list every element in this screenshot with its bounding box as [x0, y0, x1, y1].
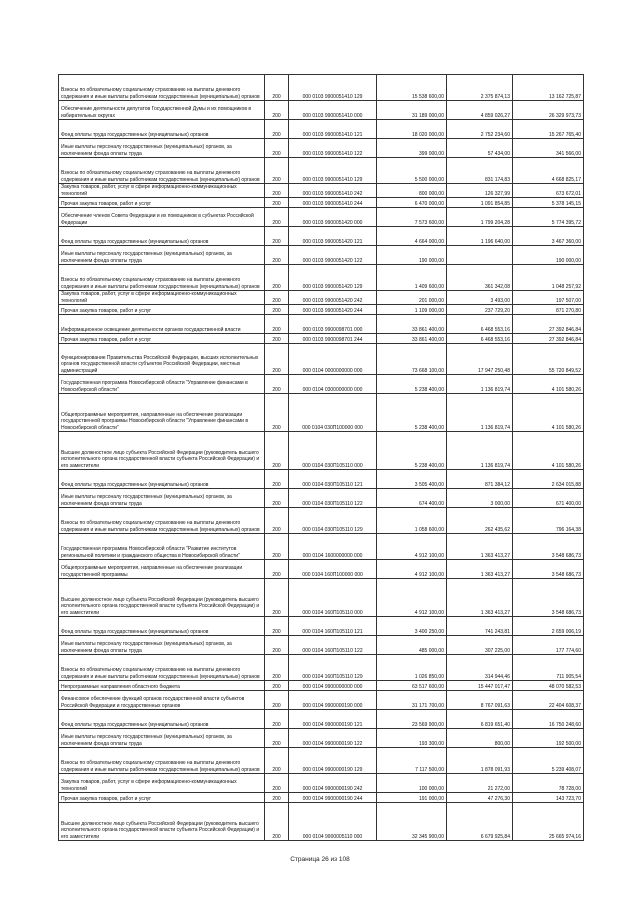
- table-row: [59, 655, 584, 681]
- row-code-cell: 000 0103 9900051420 242: [289, 291, 377, 305]
- row-name-cell: Прочая закупка товаров, работ и услуг: [59, 793, 265, 803]
- row-name-cell: Государственная программа Новосибирской области "Управление финансами в Новосибирской области": [59, 375, 265, 394]
- row-admin-cell: 200: [265, 101, 289, 120]
- row-admin-cell: 200: [265, 793, 289, 803]
- row-plan-cell: 485 000,00: [377, 636, 447, 655]
- row-remaining-cell: 190 000,00: [513, 246, 584, 265]
- row-name-cell: Прочая закупка товаров, работ и услуг: [59, 305, 265, 315]
- row-remaining-cell: 25 665 974,16: [513, 803, 584, 841]
- row-plan-cell: 1 409 600,00: [377, 265, 447, 291]
- table-row: [59, 246, 584, 265]
- row-admin-cell: 200: [265, 489, 289, 508]
- row-executed-cell: 741 243,81: [447, 617, 513, 636]
- table-row: [59, 681, 584, 691]
- row-plan-cell: 201 000,00: [377, 291, 447, 305]
- row-admin-cell: 200: [265, 120, 289, 139]
- row-remaining-cell: 22 404 608,37: [513, 691, 584, 710]
- row-code-cell: 000 0104 9900000000 000: [289, 681, 377, 691]
- row-executed-cell: 871 384,12: [447, 470, 513, 489]
- row-code-cell: 000 0103 9900051410 244: [289, 198, 377, 208]
- row-code-cell: 000 0104 160П100000 000: [289, 560, 377, 579]
- row-executed-cell: 2 375 874,13: [447, 75, 513, 101]
- row-plan-cell: 4 912 100,00: [377, 560, 447, 579]
- row-remaining-cell: 5 378 145,15: [513, 198, 584, 208]
- row-executed-cell: 307 225,00: [447, 636, 513, 655]
- row-plan-cell: 800 000,00: [377, 184, 447, 198]
- table-row: [59, 75, 584, 101]
- row-plan-cell: 32 345 900,00: [377, 803, 447, 841]
- row-plan-cell: 399 000,00: [377, 139, 447, 158]
- table-row: [59, 489, 584, 508]
- row-executed-cell: 2 752 234,60: [447, 120, 513, 139]
- table-row: [59, 774, 584, 793]
- row-admin-cell: 200: [265, 305, 289, 315]
- row-plan-cell: 31 189 000,00: [377, 101, 447, 120]
- row-remaining-cell: 871 270,80: [513, 305, 584, 315]
- table-row: [59, 208, 584, 227]
- table-row: [59, 617, 584, 636]
- row-admin-cell: 200: [265, 139, 289, 158]
- row-name-cell: Фонд оплаты труда государственных (муниципальных) органов: [59, 470, 265, 489]
- row-code-cell: 000 0103 9900051420 122: [289, 246, 377, 265]
- row-admin-cell: 200: [265, 470, 289, 489]
- table-row: [59, 729, 584, 748]
- row-name-cell: Закупка товаров, работ, услуг в сфере информационно-коммуникационных технологий: [59, 774, 265, 793]
- row-admin-cell: 200: [265, 158, 289, 184]
- row-executed-cell: 21 272,00: [447, 774, 513, 793]
- row-plan-cell: 7 573 600,00: [377, 208, 447, 227]
- row-name-cell: Иные выплаты персоналу государственных (муниципальных) органов, за исключением фонда оплаты труда: [59, 246, 265, 265]
- table-row: [59, 334, 584, 344]
- row-plan-cell: 4 912 100,00: [377, 534, 447, 560]
- row-name-cell: Закупка товаров, работ, услуг в сфере информационно-коммуникационных технологий: [59, 184, 265, 198]
- row-code-cell: 000 0104 1600000000 000: [289, 534, 377, 560]
- row-code-cell: 000 0104 160П105110 121: [289, 617, 377, 636]
- row-executed-cell: [447, 246, 513, 265]
- row-admin-cell: 200: [265, 681, 289, 691]
- row-code-cell: 000 0103 9900051420 244: [289, 305, 377, 315]
- row-plan-cell: 5 238 400,00: [377, 394, 447, 432]
- row-plan-cell: 193 300,00: [377, 729, 447, 748]
- row-executed-cell: 1 363 413,27: [447, 579, 513, 617]
- row-name-cell: Общепрограммные мероприятия, направленные на обеспечение реализации государственной программы Новосибирской области "Управление финансами в Новосибирской области": [59, 394, 265, 432]
- row-name-cell: Фонд оплаты труда государственных (муниципальных) органов: [59, 227, 265, 246]
- row-executed-cell: 1 878 091,93: [447, 748, 513, 774]
- row-name-cell: Иные выплаты персоналу государственных (муниципальных) органов, за исключением фонда оплаты труда: [59, 636, 265, 655]
- row-plan-cell: 1 026 850,00: [377, 655, 447, 681]
- row-code-cell: 000 0104 030П105110 121: [289, 470, 377, 489]
- report-page: [58, 74, 583, 841]
- row-name-cell: Взносы по обязательному социальному страхованию на выплаты денежного содержания и иные выплаты работникам государственных (муниципальных) органов: [59, 748, 265, 774]
- row-admin-cell: 200: [265, 534, 289, 560]
- row-name-cell: Функционирование Правительства Российской Федерации, высших исполнительных органов государственной власти субъектов Российской Федерации, местных администраций: [59, 344, 265, 375]
- row-remaining-cell: 4 101 580,26: [513, 375, 584, 394]
- row-code-cell: 000 0103 9900051410 129: [289, 158, 377, 184]
- table-row: [59, 793, 584, 803]
- row-admin-cell: 200: [265, 617, 289, 636]
- row-admin-cell: 200: [265, 208, 289, 227]
- row-code-cell: 000 0104 9900000190 122: [289, 729, 377, 748]
- table-row: [59, 305, 584, 315]
- row-executed-cell: 15 447 017,47: [447, 681, 513, 691]
- table-row: [59, 139, 584, 158]
- row-plan-cell: 5 500 000,00: [377, 158, 447, 184]
- row-plan-cell: 100 000,00: [377, 774, 447, 793]
- row-plan-cell: 23 569 900,00: [377, 710, 447, 729]
- row-remaining-cell: 5 239 408,07: [513, 748, 584, 774]
- row-executed-cell: 6 819 651,40: [447, 710, 513, 729]
- row-plan-cell: 190 000,00: [377, 246, 447, 265]
- row-admin-cell: 200: [265, 710, 289, 729]
- row-remaining-cell: 796 164,38: [513, 508, 584, 534]
- row-executed-cell: 1 091 854,85: [447, 198, 513, 208]
- row-remaining-cell: 341 566,00: [513, 139, 584, 158]
- row-name-cell: Иные выплаты персоналу государственных (муниципальных) органов, за исключением фонда оплаты труда: [59, 139, 265, 158]
- row-code-cell: 000 0104 9900000190 000: [289, 691, 377, 710]
- row-executed-cell: 361 342,08: [447, 265, 513, 291]
- row-code-cell: 000 0104 030П105110 122: [289, 489, 377, 508]
- row-code-cell: 000 0103 9900051410 242: [289, 184, 377, 198]
- row-plan-cell: 674 400,00: [377, 489, 447, 508]
- row-admin-cell: 200: [265, 432, 289, 470]
- row-plan-cell: 3 400 250,00: [377, 617, 447, 636]
- row-code-cell: 000 0103 9900098701 000: [289, 315, 377, 334]
- row-remaining-cell: 48 070 582,53: [513, 681, 584, 691]
- row-code-cell: 000 0103 9900051410 121: [289, 120, 377, 139]
- table-row: [59, 344, 584, 375]
- row-plan-cell: 4 664 000,00: [377, 227, 447, 246]
- row-code-cell: 000 0103 9900098701 244: [289, 334, 377, 344]
- row-admin-cell: 200: [265, 579, 289, 617]
- table-row: [59, 534, 584, 560]
- row-executed-cell: 17 947 250,48: [447, 344, 513, 375]
- row-admin-cell: 200: [265, 636, 289, 655]
- table-row: [59, 803, 584, 841]
- row-name-cell: Взносы по обязательному социальному страхованию на выплаты денежного содержания и иные выплаты работникам государственных (муниципальных) органов: [59, 655, 265, 681]
- row-plan-cell: 15 538 600,00: [377, 75, 447, 101]
- table-row: [59, 101, 584, 120]
- row-executed-cell: 314 944,46: [447, 655, 513, 681]
- row-admin-cell: 200: [265, 315, 289, 334]
- row-plan-cell: 5 238 400,00: [377, 432, 447, 470]
- row-admin-cell: 200: [265, 691, 289, 710]
- row-code-cell: 000 0104 030П100000 000: [289, 394, 377, 432]
- row-executed-cell: 57 434,00: [447, 139, 513, 158]
- row-plan-cell: 6 470 000,00: [377, 198, 447, 208]
- row-admin-cell: 200: [265, 344, 289, 375]
- row-remaining-cell: 192 500,00: [513, 729, 584, 748]
- row-name-cell: Закупка товаров, работ, услуг в сфере информационно-коммуникационных технологий: [59, 291, 265, 305]
- row-plan-cell: 1 109 000,00: [377, 305, 447, 315]
- row-name-cell: Высшее должностное лицо субъекта Российской Федерации (руководитель высшего исполнительного органа государственной власти субъекта Российской Федерации) и его заместители: [59, 803, 265, 841]
- row-executed-cell: 831 174,83: [447, 158, 513, 184]
- row-name-cell: Фонд оплаты труда государственных (муниципальных) органов: [59, 120, 265, 139]
- row-admin-cell: 200: [265, 246, 289, 265]
- table-row: [59, 636, 584, 655]
- row-executed-cell: 3 493,00: [447, 291, 513, 305]
- row-remaining-cell: 2 659 006,19: [513, 617, 584, 636]
- row-name-cell: Непрограммные направления областного бюджета: [59, 681, 265, 691]
- row-admin-cell: 200: [265, 508, 289, 534]
- row-name-cell: Обеспечение деятельности депутатов Государственной Думы и их помощников в избирательных округах: [59, 101, 265, 120]
- table-row: [59, 375, 584, 394]
- row-remaining-cell: 4 101 580,26: [513, 432, 584, 470]
- row-remaining-cell: 143 723,70: [513, 793, 584, 803]
- row-admin-cell: 200: [265, 291, 289, 305]
- table-row: [59, 315, 584, 334]
- page-number: Страница 26 из 108: [290, 856, 350, 863]
- row-executed-cell: 1 799 204,28: [447, 208, 513, 227]
- row-executed-cell: 6 679 925,84: [447, 803, 513, 841]
- row-executed-cell: 47 276,30: [447, 793, 513, 803]
- row-name-cell: Общепрограммные мероприятия, направленные на обеспечение реализации государственной программы: [59, 560, 265, 579]
- row-name-cell: Иные выплаты персоналу государственных (муниципальных) органов, за исключением фонда оплаты труда: [59, 489, 265, 508]
- row-executed-cell: 1 136 819,74: [447, 394, 513, 432]
- row-code-cell: 000 0104 160П105110 129: [289, 655, 377, 681]
- table-row: [59, 579, 584, 617]
- row-remaining-cell: 671 400,00: [513, 489, 584, 508]
- row-remaining-cell: 78 728,00: [513, 774, 584, 793]
- row-remaining-cell: 15 267 765,40: [513, 120, 584, 139]
- row-remaining-cell: 3 467 360,00: [513, 227, 584, 246]
- row-plan-cell: 18 020 000,00: [377, 120, 447, 139]
- row-executed-cell: 800,00: [447, 729, 513, 748]
- row-code-cell: 000 0103 9900051410 000: [289, 101, 377, 120]
- row-admin-cell: 200: [265, 375, 289, 394]
- row-code-cell: 000 0104 160П105110 122: [289, 636, 377, 655]
- row-plan-cell: 33 861 400,00: [377, 315, 447, 334]
- row-name-cell: Взносы по обязательному социальному страхованию на выплаты денежного содержания и иные выплаты работникам государственных (муниципальных) органов: [59, 158, 265, 184]
- row-name-cell: Прочая закупка товаров, работ и услуг: [59, 198, 265, 208]
- row-executed-cell: 237 729,20: [447, 305, 513, 315]
- row-executed-cell: 126 327,99: [447, 184, 513, 198]
- table-row: [59, 394, 584, 432]
- row-executed-cell: 1 196 640,00: [447, 227, 513, 246]
- row-remaining-cell: 55 720 849,52: [513, 344, 584, 375]
- row-admin-cell: 200: [265, 265, 289, 291]
- row-executed-cell: 1 363 413,27: [447, 534, 513, 560]
- table-row: [59, 470, 584, 489]
- row-plan-cell: 63 517 600,00: [377, 681, 447, 691]
- row-code-cell: 000 0104 9900005110 000: [289, 803, 377, 841]
- row-name-cell: Высшее должностное лицо субъекта Российской Федерации (руководитель высшего исполнительного органа государственной власти субъекта Российской Федерации) и его заместители: [59, 432, 265, 470]
- row-plan-cell: 73 668 100,00: [377, 344, 447, 375]
- row-executed-cell: 8 767 091,63: [447, 691, 513, 710]
- row-remaining-cell: 13 162 725,87: [513, 75, 584, 101]
- row-name-cell: Взносы по обязательному социальному страхованию на выплаты денежного содержания и иные выплаты работникам государственных (муниципальных) органов: [59, 75, 265, 101]
- row-plan-cell: 4 912 100,00: [377, 579, 447, 617]
- row-code-cell: 000 0103 9900051410 129: [289, 75, 377, 101]
- row-remaining-cell: 4 101 580,26: [513, 394, 584, 432]
- row-name-cell: Прочая закупка товаров, работ и услуг: [59, 334, 265, 344]
- row-plan-cell: 1 058 600,00: [377, 508, 447, 534]
- table-row: [59, 508, 584, 534]
- row-executed-cell: 1 363 413,27: [447, 560, 513, 579]
- row-code-cell: 000 0103 9900051420 000: [289, 208, 377, 227]
- row-admin-cell: 200: [265, 227, 289, 246]
- row-admin-cell: 200: [265, 748, 289, 774]
- row-code-cell: 000 0104 160П105110 000: [289, 579, 377, 617]
- row-admin-cell: 200: [265, 803, 289, 841]
- row-remaining-cell: 711 905,54: [513, 655, 584, 681]
- row-remaining-cell: 2 634 015,88: [513, 470, 584, 489]
- row-name-cell: Фонд оплаты труда государственных (муниципальных) органов: [59, 710, 265, 729]
- row-admin-cell: 200: [265, 655, 289, 681]
- row-admin-cell: 200: [265, 774, 289, 793]
- table-row: [59, 560, 584, 579]
- row-executed-cell: 262 435,62: [447, 508, 513, 534]
- row-admin-cell: 200: [265, 184, 289, 198]
- row-remaining-cell: 3 548 686,73: [513, 534, 584, 560]
- table-row: [59, 227, 584, 246]
- row-code-cell: 000 0104 0000000000 000: [289, 344, 377, 375]
- row-executed-cell: 6 468 553,16: [447, 315, 513, 334]
- row-code-cell: 000 0103 9900051420 129: [289, 265, 377, 291]
- row-remaining-cell: 4 668 825,17: [513, 158, 584, 184]
- table-row: [59, 291, 584, 305]
- row-name-cell: Государственная программа Новосибирской области "Развитие институтов региональной политики и гражданского общества в Новосибирской области": [59, 534, 265, 560]
- row-admin-cell: 200: [265, 394, 289, 432]
- row-remaining-cell: 5 774 395,72: [513, 208, 584, 227]
- row-name-cell: Иные выплаты персоналу государственных (муниципальных) органов, за исключением фонда оплаты труда: [59, 729, 265, 748]
- table-row: [59, 710, 584, 729]
- row-code-cell: 000 0104 9900000190 242: [289, 774, 377, 793]
- row-plan-cell: 31 171 700,00: [377, 691, 447, 710]
- table-row: [59, 265, 584, 291]
- row-code-cell: 000 0104 9900000190 129: [289, 748, 377, 774]
- table-row: [59, 120, 584, 139]
- row-remaining-cell: 26 329 973,73: [513, 101, 584, 120]
- row-remaining-cell: 16 750 248,60: [513, 710, 584, 729]
- row-name-cell: Обеспечение членов Совета Федерации и их помощников в субъектах Российской Федерации: [59, 208, 265, 227]
- row-name-cell: Взносы по обязательному социальному страхованию на выплаты денежного содержания и иные выплаты работникам государственных (муниципальных) органов: [59, 508, 265, 534]
- row-code-cell: 000 0104 0300000000 000: [289, 375, 377, 394]
- row-admin-cell: 200: [265, 334, 289, 344]
- row-remaining-cell: 27 392 846,84: [513, 315, 584, 334]
- table-row: [59, 198, 584, 208]
- table-row: [59, 432, 584, 470]
- row-executed-cell: 1 136 819,74: [447, 432, 513, 470]
- row-remaining-cell: 197 507,00: [513, 291, 584, 305]
- table-row: [59, 184, 584, 198]
- row-code-cell: 000 0103 9900051410 122: [289, 139, 377, 158]
- row-code-cell: 000 0104 9900000190 244: [289, 793, 377, 803]
- row-admin-cell: 200: [265, 75, 289, 101]
- row-code-cell: 000 0104 030П105110 129: [289, 508, 377, 534]
- row-remaining-cell: 27 392 846,84: [513, 334, 584, 344]
- row-remaining-cell: 1 048 257,92: [513, 265, 584, 291]
- row-name-cell: Финансовое обеспечение функций органов государственной власти субъектов Российской Федерации и государственных органов: [59, 691, 265, 710]
- row-executed-cell: 4 859 026,27: [447, 101, 513, 120]
- row-plan-cell: 3 505 400,00: [377, 470, 447, 489]
- row-plan-cell: 191 000,00: [377, 793, 447, 803]
- row-remaining-cell: 673 672,01: [513, 184, 584, 198]
- row-remaining-cell: 3 548 686,73: [513, 560, 584, 579]
- row-admin-cell: 200: [265, 560, 289, 579]
- table-row: [59, 748, 584, 774]
- row-code-cell: 000 0103 9900051420 121: [289, 227, 377, 246]
- row-admin-cell: 200: [265, 729, 289, 748]
- row-name-cell: Фонд оплаты труда государственных (муниципальных) органов: [59, 617, 265, 636]
- budget-execution-table: [58, 74, 584, 841]
- row-plan-cell: 33 861 400,00: [377, 334, 447, 344]
- row-code-cell: 000 0104 030П105110 000: [289, 432, 377, 470]
- row-remaining-cell: 177 774,60: [513, 636, 584, 655]
- row-executed-cell: 3 000,00: [447, 489, 513, 508]
- row-remaining-cell: 3 548 686,73: [513, 579, 584, 617]
- row-name-cell: Высшее должностное лицо субъекта Российской Федерации (руководитель высшего исполнительного органа государственной власти субъекта Российской Федерации) и его заместители: [59, 579, 265, 617]
- row-name-cell: Взносы по обязательному социальному страхованию на выплаты денежного содержания и иные выплаты работникам государственных (муниципальных) органов: [59, 265, 265, 291]
- table-row: [59, 158, 584, 184]
- row-executed-cell: 1 136 819,74: [447, 375, 513, 394]
- row-admin-cell: 200: [265, 198, 289, 208]
- row-plan-cell: 7 117 500,00: [377, 748, 447, 774]
- row-plan-cell: 5 238 400,00: [377, 375, 447, 394]
- row-code-cell: 000 0104 9900000190 121: [289, 710, 377, 729]
- row-name-cell: Информационное освещение деятельности органов государственной власти: [59, 315, 265, 334]
- table-row: [59, 691, 584, 710]
- row-executed-cell: 6 468 553,16: [447, 334, 513, 344]
